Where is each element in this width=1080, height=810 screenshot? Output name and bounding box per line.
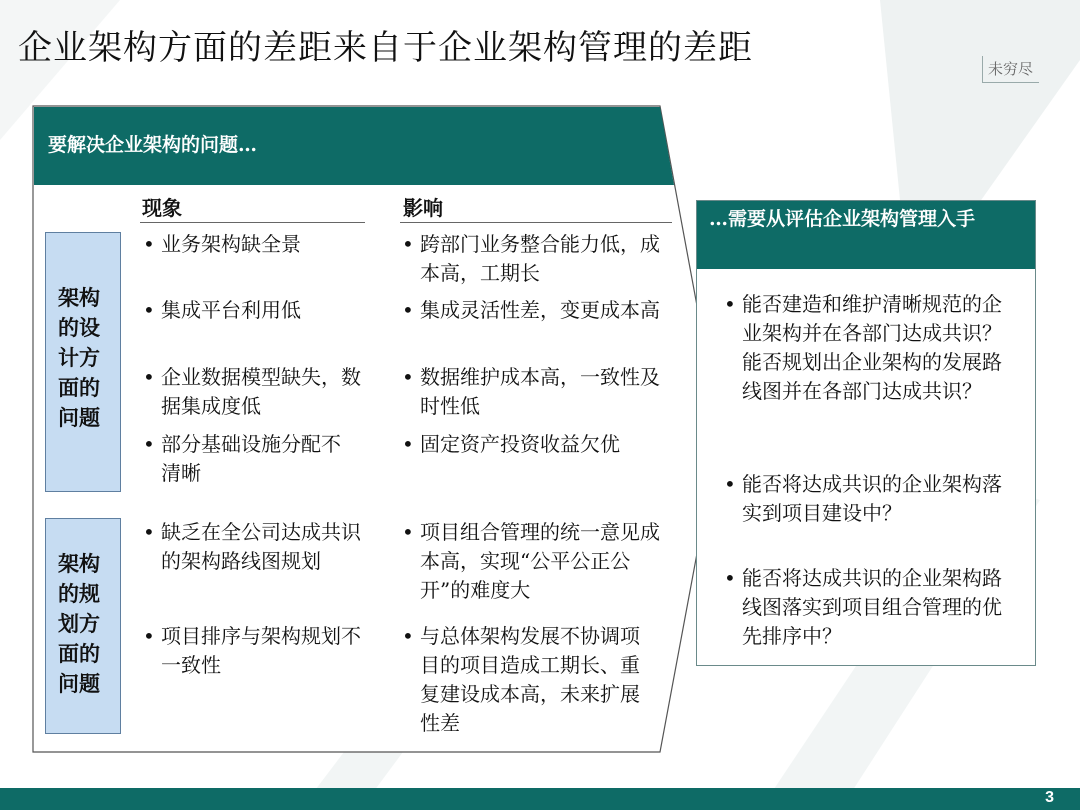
page-number: 3 [1045, 789, 1054, 806]
footer-bar [0, 788, 1080, 810]
row-label-design-line: 的设 [58, 315, 100, 340]
row-label-design-line: 问题 [58, 405, 100, 430]
brand-logo-text: 未穷尽 [988, 60, 1034, 78]
page-title: 企业架构方面的差距来自于企业架构管理的差距 [18, 28, 753, 68]
column-header-impact: 影响 [403, 196, 443, 220]
assessment-question: • 能否建造和维护清晰规范的企业架构并在各部门达成共识？能否规划出企业架构的发展路线图并在各部门达成共识？ [742, 290, 1017, 406]
row-label-design-line: 架构 [58, 285, 100, 310]
phenomenon-item: • 企业数据模型缺失，数据集成度低 [161, 363, 369, 421]
column-rule-impact [400, 222, 672, 223]
row-label-planning [45, 518, 121, 734]
impact-item: • 固定资产投资收益欠优 [420, 430, 678, 459]
phenomenon-item: • 集成平台利用低 [161, 296, 366, 325]
phenomenon-item: • 项目排序与架构规划不一致性 [161, 622, 366, 680]
assessment-question: • 能否将达成共识的企业架构落实到项目建设中？ [742, 470, 1017, 528]
assessment-panel-header [697, 201, 1035, 269]
assessment-question: • 能否将达成共识的企业架构路线图落实到项目组合管理的优先排序中？ [742, 564, 1017, 651]
panel-header: 要解决企业架构的问题… [48, 134, 258, 156]
row-label-planning-line: 架构 [58, 551, 100, 576]
row-label-design [45, 232, 121, 492]
impact-item: • 与总体架构发展不协调项目的项目造成工期长、重复建设成本高，未来扩展性差 [420, 622, 648, 738]
column-rule-phenomenon [140, 222, 365, 223]
row-label-planning-line: 划方 [58, 611, 100, 636]
impact-item: • 项目组合管理的统一意见成本高，实现“公平公正公开”的难度大 [420, 518, 668, 605]
row-label-design-line: 计方 [58, 345, 100, 370]
impact-item: • 跨部门业务整合能力低，成本高，工期长 [420, 230, 678, 288]
row-label-planning-line: 问题 [58, 671, 100, 696]
row-label-planning-line: 的规 [58, 581, 100, 606]
row-label-planning-line: 面的 [58, 641, 100, 666]
phenomenon-item: • 业务架构缺全景 [161, 230, 366, 259]
phenomenon-item: • 缺乏在全公司达成共识的架构路线图规划 [161, 518, 366, 576]
phenomenon-item: • 部分基础设施分配不清晰 [161, 430, 341, 488]
assessment-panel-title: …需要从评估企业架构管理入手 [709, 208, 976, 230]
impact-item: • 数据维护成本高，一致性及时性低 [420, 363, 668, 421]
column-header-phenomenon: 现象 [142, 196, 182, 220]
row-label-design-line: 面的 [58, 375, 100, 400]
impact-item: • 集成灵活性差，变更成本高 [420, 296, 668, 325]
